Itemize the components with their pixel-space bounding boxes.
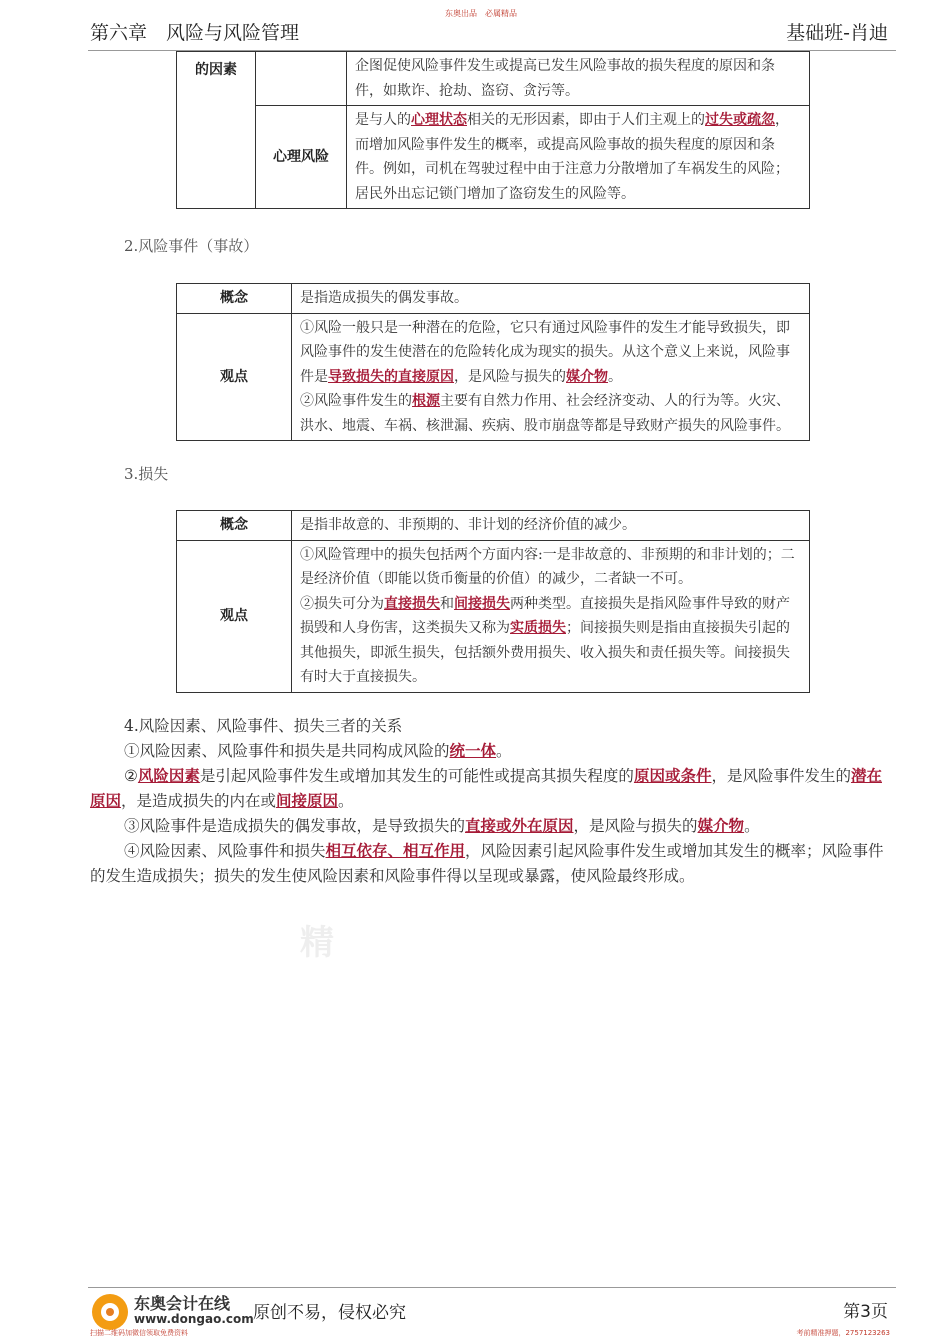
class-teacher-label: 基础班-肖迪 bbox=[786, 22, 888, 44]
table-cell-text: 是与人的心理状态相关的无形因素，即由于人们主观上的过失或疏忽，而增加风险事件发生的概率，或提高风险事故的损失程度的原因和条件。例如，司机在驾驶过程中由于注意力分散增加了车祸发生的风险；居民外出忘记锁门增加了盗窃发生的风险等。 bbox=[347, 106, 810, 209]
highlight-term: 统一体 bbox=[449, 742, 497, 760]
highlight-term: 间接原因 bbox=[276, 792, 339, 810]
highlight-term: 根源 bbox=[412, 393, 440, 409]
loss-table bbox=[176, 510, 810, 693]
risk-factors-table bbox=[176, 51, 810, 209]
chapter-title: 第六章 风险与风险管理 bbox=[90, 22, 300, 44]
page-number: 第3页 bbox=[843, 1302, 888, 1322]
table-cell-text: 是指造成损失的偶发事故。 bbox=[292, 284, 810, 314]
table-row-label: 观点 bbox=[177, 540, 292, 692]
table-cell-text: ①风险管理中的损失包括两个方面内容:一是非故意的、非预期的和非计划的；二是经济价值（即能以货币衡量的价值）的减少，二者缺一不可。 ②损失可分为直接损失和间接损失两种类型。直接损失是指风险事件导致的财产损毁和人身伤害，这类损失又称为实质损失；间接损失则是指由直接损失引起的其他损失，即派生损失，包括额外费用损失、收入损失和责任损失等。间接损失有时大于直接损失。 bbox=[292, 540, 810, 692]
watermark: 精 bbox=[300, 923, 334, 963]
table-row-label: 的因素 bbox=[177, 52, 256, 209]
footer-slogan: 原创不易，侵权必究 bbox=[253, 1303, 406, 1323]
section-title: 3.损失 bbox=[124, 465, 169, 483]
highlight-term: 媒介物 bbox=[697, 817, 745, 835]
section-title: 4.风险因素、风险事件、损失三者的关系 bbox=[124, 717, 403, 735]
highlight-term: 间接损失 bbox=[454, 595, 510, 612]
header-top-note: 东奥出品 必属精品 bbox=[445, 9, 517, 18]
highlight-term: 导致损失的直接原因 bbox=[328, 368, 454, 385]
table-cell-empty bbox=[256, 52, 347, 106]
highlight-term: 直接或外在原因 bbox=[465, 817, 574, 835]
table-cell-text: 是指非故意的、非预期的、非计划的经济价值的减少。 bbox=[292, 511, 810, 541]
highlight-term: 潜在原因 bbox=[90, 767, 882, 810]
relationship-section bbox=[90, 714, 896, 889]
footer-note-left: 扫描二维码加微信领取免费资料 bbox=[90, 1329, 188, 1337]
highlight-term: 实质损失 bbox=[510, 620, 566, 636]
table-row-label: 心理风险 bbox=[256, 106, 347, 209]
table-row-label: 概念 bbox=[177, 511, 292, 541]
paragraph: ③风险事件是造成损失的偶发事故，是导致损失的直接或外在原因，是风险与损失的媒介物。 bbox=[124, 817, 760, 835]
table-cell-text: ①风险一般只是一种潜在的危险，它只有通过风险事件的发生才能导致损失，即风险事件的发生使潜在的危险转化成为现实的损失。从这个意义上来说，风险事件是导致损失的直接原因，是风险与损失的媒介物。 ②风险事件发生的根源主要有自然力作用、社会经济变动、人的行为等。火灾、洪水、地震、车祸、核泄漏、疾病、股市崩盘等都是导致财产损失的风险事件。 bbox=[292, 313, 810, 441]
highlight-term: 心理状态 bbox=[411, 112, 467, 128]
table-row-label: 概念 bbox=[177, 284, 292, 314]
footer-note-right: 考前精准押题，2757123263 bbox=[796, 1329, 890, 1337]
table-cell-text: 企图促使风险事件发生或提高已发生风险事故的损失程度的原因和条件，如欺诈、抢劫、盗窃、贪污等。 bbox=[347, 52, 810, 106]
section-title: 2.风险事件（事故） bbox=[124, 237, 259, 255]
risk-event-table bbox=[176, 283, 810, 441]
highlight-term: 相互依存、相互作用 bbox=[325, 842, 466, 860]
paragraph: ②风险因素是引起风险事件发生或增加其发生的可能性或提高其损失程度的原因或条件，是风险事件发生的潜在原因，是造成损失的内在或间接原因。 bbox=[90, 767, 882, 810]
highlight-term: 风险因素 bbox=[137, 767, 200, 785]
highlight-term: 直接损失 bbox=[384, 595, 440, 612]
logo-dot bbox=[106, 1308, 114, 1316]
highlight-term: 过失或疏忽 bbox=[705, 112, 775, 128]
paragraph: ①风险因素、风险事件和损失是共同构成风险的统一体。 bbox=[124, 742, 512, 760]
paragraph: ④风险因素、风险事件和损失相互依存、相互作用，风险因素引起风险事件发生或增加其发生的概率；风险事件的发生造成损失；损失的发生使风险因素和风险事件得以呈现或暴露，使风险最终形成。 bbox=[90, 842, 884, 885]
highlight-term: 原因或条件 bbox=[633, 767, 712, 785]
highlight-term: 媒介物 bbox=[566, 368, 608, 385]
logo-name: 东奥会计在线 bbox=[134, 1294, 231, 1313]
table-row-label: 观点 bbox=[177, 313, 292, 441]
logo-url: www.dongao.com bbox=[134, 1312, 254, 1326]
footer-divider bbox=[88, 1287, 896, 1288]
